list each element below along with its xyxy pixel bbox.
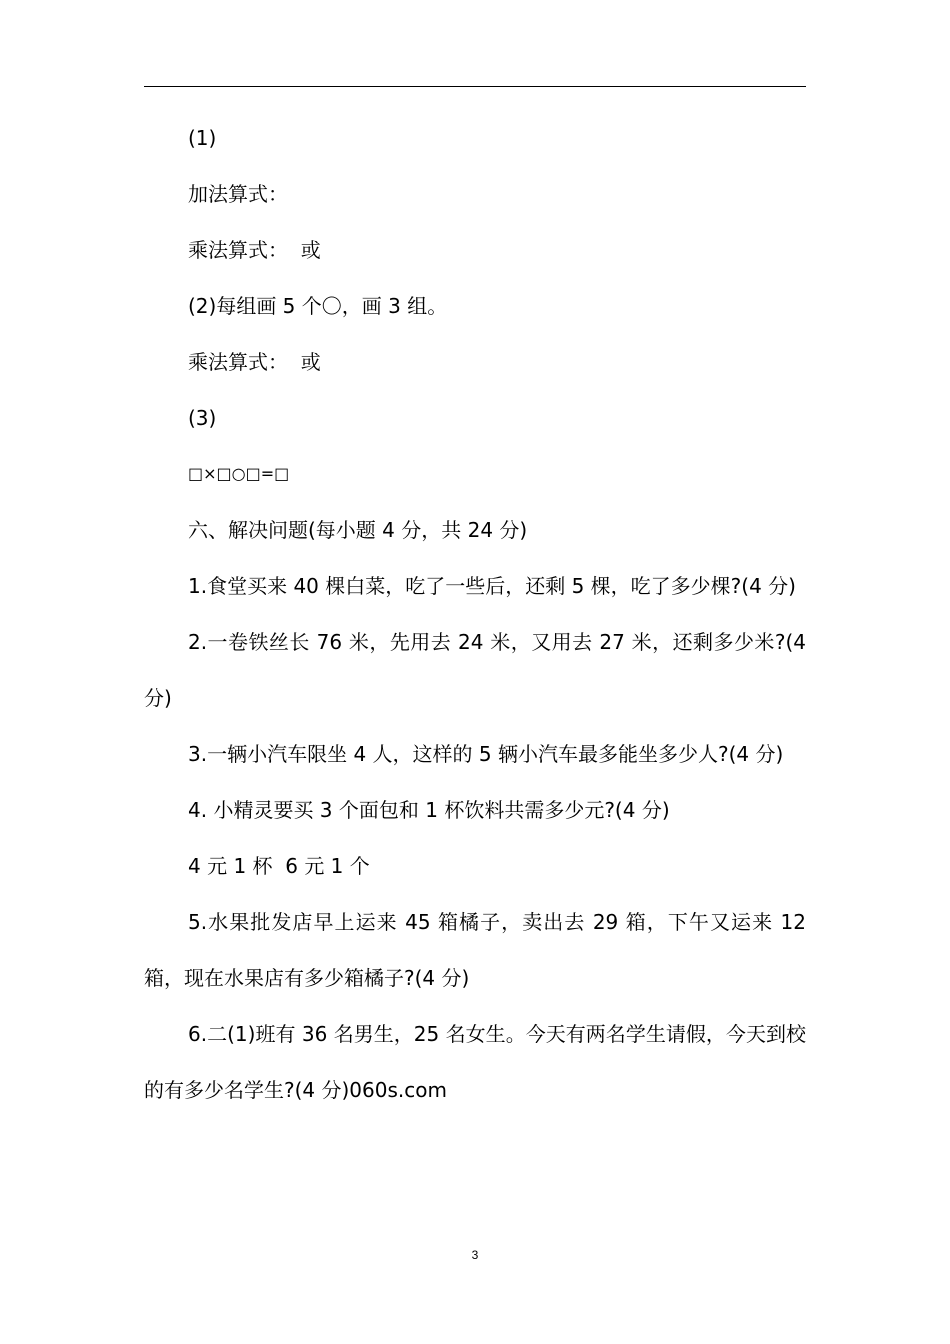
question-4: 4. 小精灵要买 3 个面包和 1 杯饮料共需多少元?(4 分) [188,798,670,822]
header-rule [144,86,806,87]
paragraph-multiplication-formula-1: 乘法算式： 或 [188,238,321,262]
question-2: 2.一卷铁丝长 76 米，先用去 24 米，又用去 27 米，还剩多少米?(4 分) [144,630,813,710]
document-body [144,110,813,1118]
section-heading-problem-solving: 六、解决问题(每小题 4 分，共 24 分) [188,518,528,542]
paragraph-box-equation: □×□○□=□ [188,464,290,483]
paragraph-addition-formula: 加法算式： [188,182,288,206]
paragraph-part-2-instruction: (2)每组画 5 个〇，画 3 组。 [188,294,448,318]
question-4-prices: 4 元 1 杯 6 元 1 个 [188,854,370,878]
question-1: 1.食堂买来 40 棵白菜，吃了一些后，还剩 5 棵，吃了多少棵?(4 分) [188,574,796,598]
paragraph-part-1-label: (1) [188,126,217,150]
paragraph-part-3-label: (3) [188,406,217,430]
question-3: 3.一辆小汽车限坐 4 人，这样的 5 辆小汽车最多能坐多少人?(4 分) [188,742,784,766]
paragraph-multiplication-formula-2: 乘法算式： 或 [188,350,321,374]
question-6: 6.二(1)班有 36 名男生，25 名女生。今天有两名学生请假，今天到校的有多少名学生?(4 分)060s.com [144,1022,806,1102]
question-5: 5.水果批发店早上运来 45 箱橘子，卖出去 29 箱，下午又运来 12 箱，现在水果店有多少箱橘子?(4 分) [144,910,813,990]
page-number: 3 [471,1248,479,1262]
